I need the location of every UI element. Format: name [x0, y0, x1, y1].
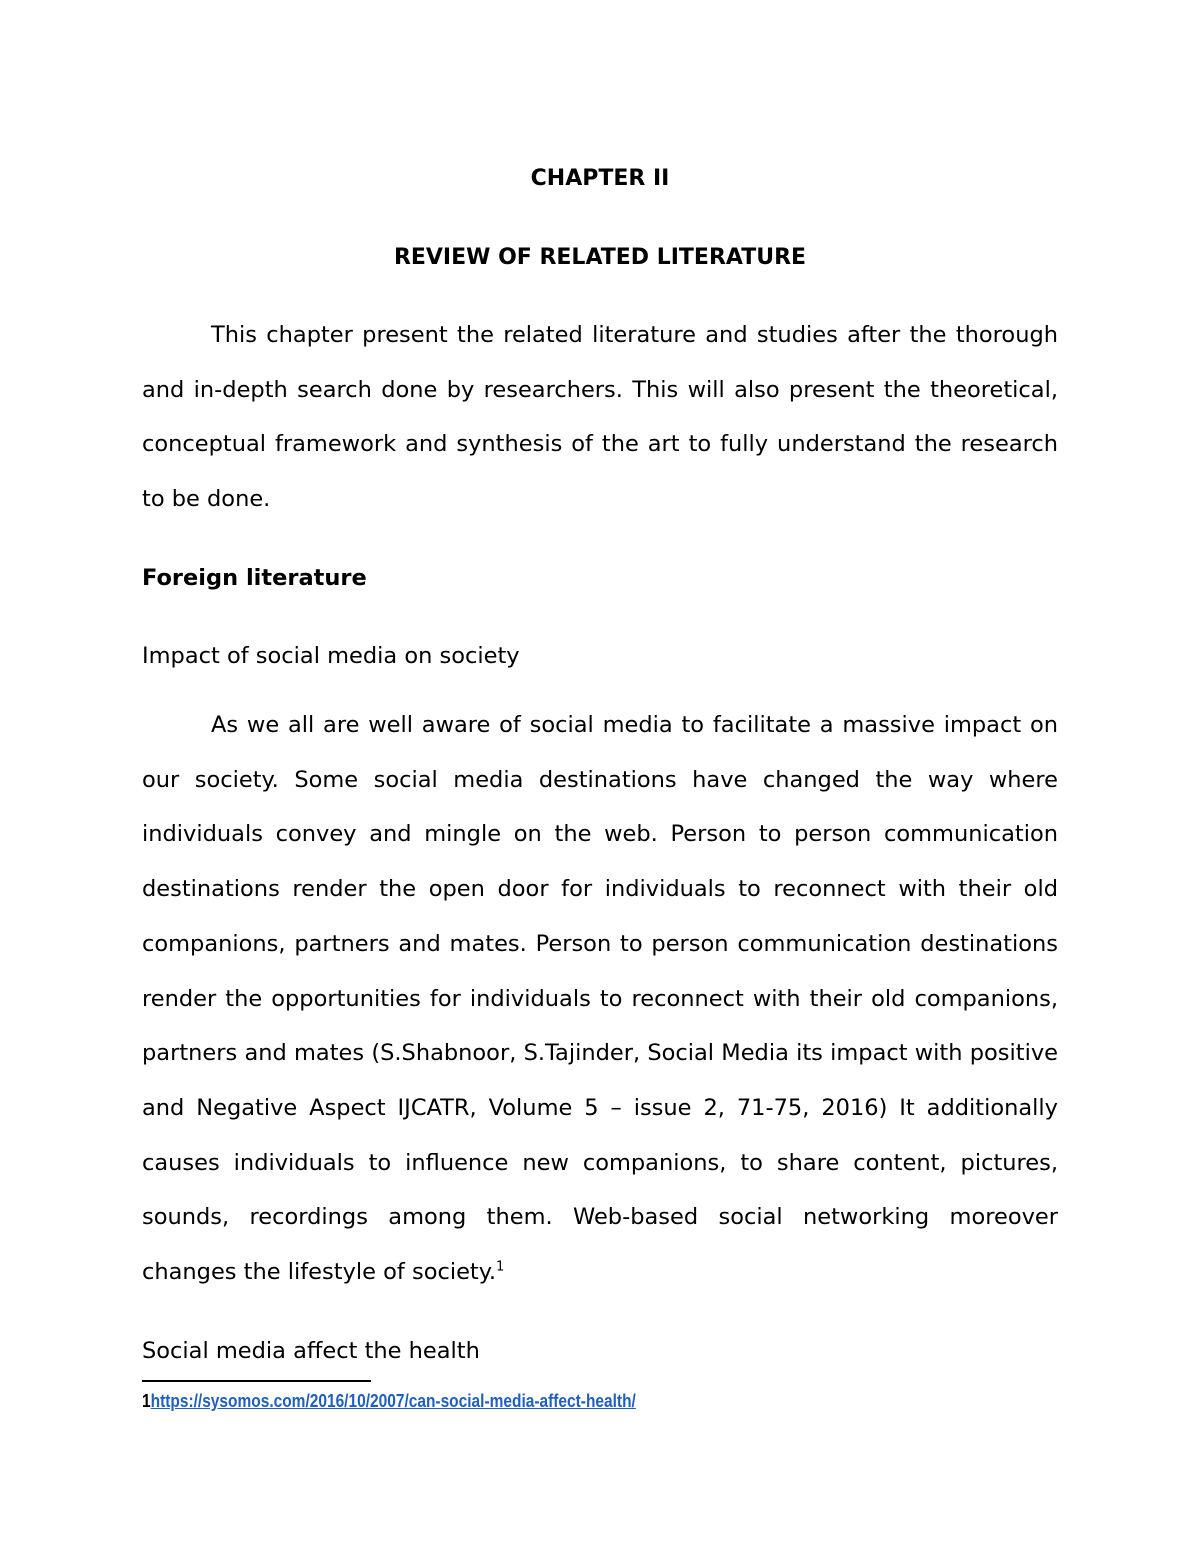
subsection-title-health: Social media affect the health [142, 1338, 480, 1364]
footnote-reference[interactable]: 1 [496, 1259, 505, 1275]
footnote [142, 1388, 636, 1414]
intro-paragraph: This chapter present the related literature and studies after the thorough and in-depth search done by researchers. This will also present the theoretical, conceptual framework and synthesis of the art to fully understand the research to be done. [142, 322, 1058, 513]
subsection-title-impact: Impact of social media on society [142, 643, 520, 669]
footnote-link[interactable]: https://sysomos.com/2016/10/2007/can-social-media-affect-health/ [150, 1391, 636, 1411]
footnote-number: 1 [142, 1391, 151, 1411]
chapter-number: CHAPTER II [530, 166, 670, 191]
section-heading: Foreign literature [142, 565, 367, 591]
footnote-separator [142, 1380, 371, 1382]
impact-paragraph-text: As we all are well aware of social media to facilitate a massive impact on our society. Some social media destinations have changed the way where individuals convey and mingle on the web. Person to person communication destinations render the open door for individuals to reconnect with their old companions, partners and mates. Person to person communication destinations render the opportunities for individuals to reconnect with their old companions, partners and mates (S.Shabnoor, S.Tajinder, Social Media its impact with positive and Negative Aspect IJCATR, Volume 5 – issue 2, 71-75, 2016) It additionally causes individuals to influence new companions, to share content, pictures, sounds, recordings among them. Web-based social networking moreover changes the lifestyle of society. [142, 712, 1058, 1286]
chapter-title: REVIEW OF RELATED LITERATURE [393, 245, 807, 270]
impact-paragraph [142, 698, 1058, 1300]
